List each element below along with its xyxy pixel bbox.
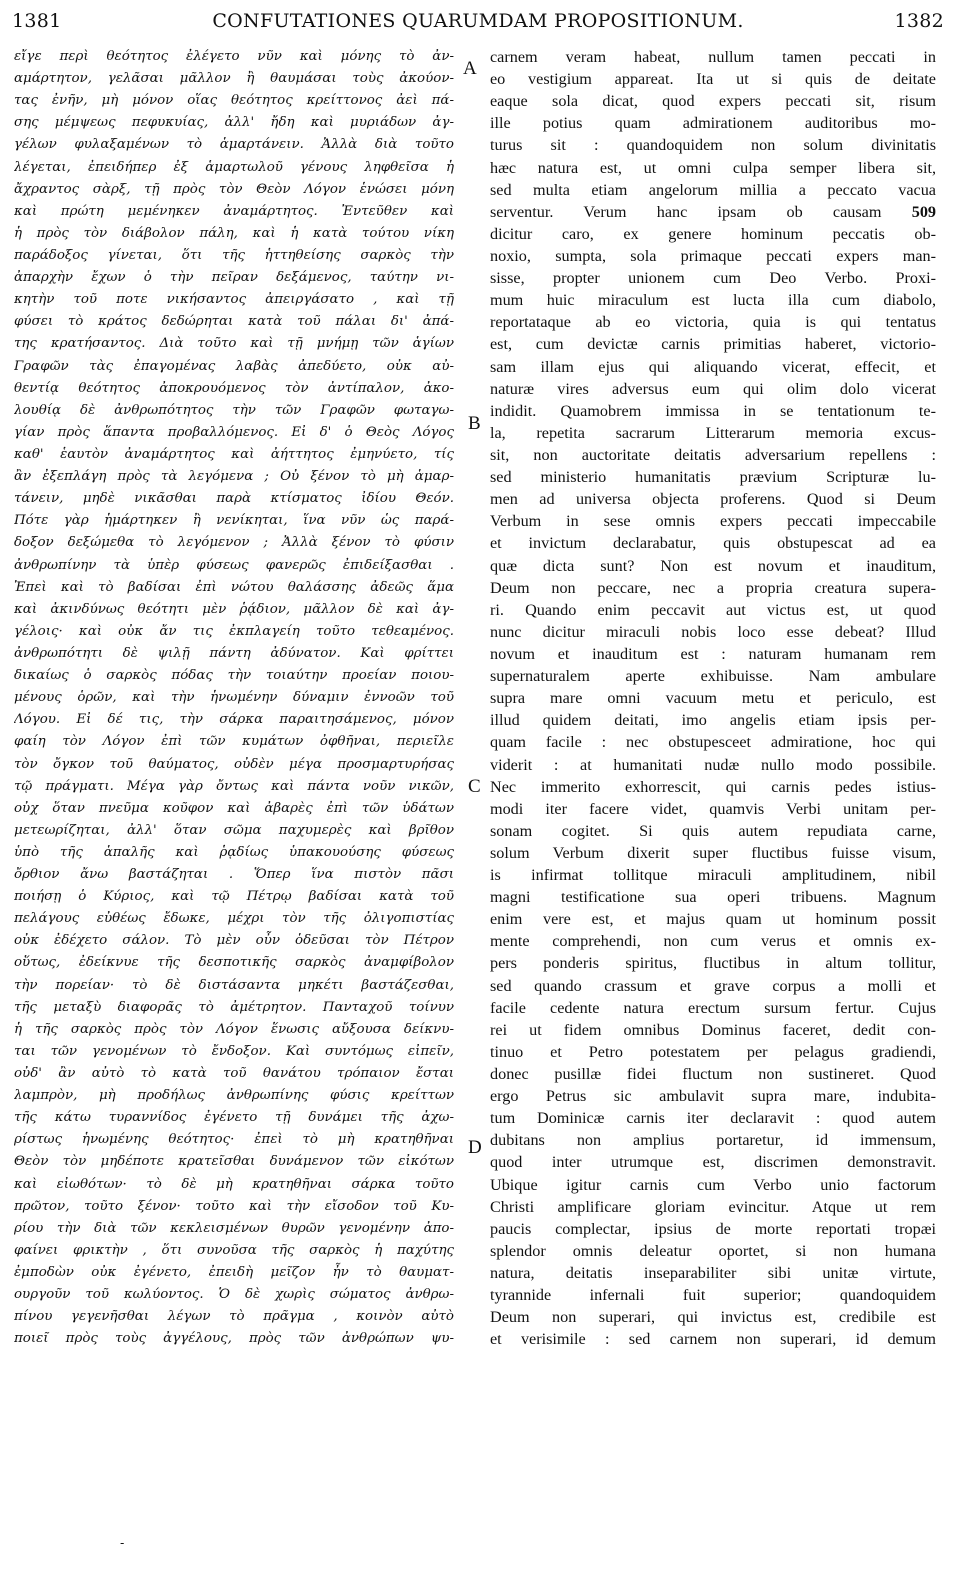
latin-line: indidit. Quamobrem immissa in se tentationum te-	[490, 401, 936, 420]
margin-letter-d: D	[468, 1137, 482, 1158]
greek-line: καὶ εἰωθότων· τὸ δὲ μὴ κρατηθῆναι σάρκα τοῦτο	[14, 1176, 454, 1192]
latin-line: Christi amplificare gloriam evincitur. Atque ut rem	[490, 1197, 936, 1216]
greek-line: ουργοῦν τοῦ κωλύοντος. Ὁ δὲ χωρὶς σώματος ἀνθρω-	[14, 1287, 454, 1303]
latin-line: splendor omnis deleatur oportet, si non humana	[490, 1241, 936, 1260]
latin-line: facile cedente natura erectum sursum fertur. Cujus	[490, 998, 936, 1017]
latin-line: quod inter utrumque est, discrimen demonstravit.	[490, 1153, 936, 1172]
latin-line: solum Verbum dixerit super fluctibus fuisse visum,	[490, 843, 936, 862]
greek-line: Πότε γὰρ ἡμάρτηκεν ἢ νενίκηται, ἵνα νῦν ὡς παρά-	[14, 513, 454, 529]
greek-line: πίνου γεγενῆσθαι λέγων τὸ πρᾶγμα , κοινὸν αὐτὸ	[14, 1309, 454, 1325]
greek-line: τὴν πορείαν· τὸ δὲ διστάσαντα μηκέτι βαστάζεσθαι,	[14, 977, 454, 993]
greek-line: οὐκ ἐδέχετο σάλον. Τὸ μὲν οὖν ὁδεῦσαι τὸν Πέτρον	[14, 933, 454, 949]
latin-line: dubitans non amplius portaretur, id immensum,	[490, 1131, 936, 1150]
greek-line: τῷ πράγματι. Μέγα γὰρ ὄντως καὶ πάντα νοῦν νικῶν,	[14, 778, 454, 794]
latin-line: supra mare omni vacuum metu et periculo, est	[490, 689, 936, 708]
latin-line: la, repetita sacrarum Litterarum memoria excus-	[490, 423, 936, 442]
latin-line: donec pusillæ fidei fluctum non sustineret. Quod	[490, 1065, 936, 1084]
latin-line: ille potius quam admirationem auditoribus mo-	[490, 114, 936, 133]
margin-letter-b: B	[468, 413, 481, 434]
latin-line: supernaturalem aperte exhibuisse. Nam ambulare	[490, 667, 936, 686]
greek-line: ποιήσῃ ὁ Κύριος, καὶ τῷ Πέτρῳ βαδίσαι κατὰ τοῦ	[14, 889, 454, 905]
greek-line: ἐμποδὼν οὐκ ἐγένετο, ἐπειδὴ μεῖζον ἦν τὸ θαυματ-	[14, 1265, 454, 1281]
greek-line: φύσει τὸ κράτος δεδώρηται κατὰ τοῦ πάλαι δι' ἀπά-	[14, 314, 454, 330]
latin-line: et verisimile : sed carnem non superari, id demum	[490, 1330, 936, 1349]
latin-line: et invictum declarabatur, quis obstupescat ad ea	[490, 534, 936, 553]
greek-line: θεντίᾳ θεότητος ἀποκρουόμενος τὸν ἀντίπαλον, ἀκο-	[14, 380, 454, 396]
greek-line: Λόγου. Εἰ δέ τις, τὴν σάρκα παραιτησάμενος, μόνον	[14, 712, 454, 728]
greek-line: ρίστως ἡνωμένης θεότητος· ἐπεὶ τὸ μὴ κρατηθῆναι	[14, 1132, 454, 1148]
latin-line: novum et inauditum est : naturam humanam rem	[490, 644, 936, 663]
latin-line: mum huic miraculum est lucta illa cum diabolo,	[490, 291, 936, 310]
greek-line: καὶ πρώτη μεμένηκεν ἀναμάρτητος. Ἐντεῦθεν καὶ	[14, 203, 454, 219]
greek-line: δοξον δεξώμεθα τὸ λεγόμενον ; Ἀλλὰ ξένον τὸ φύσιν	[14, 535, 454, 551]
greek-line: ἀπαρχὴν ἔχων ὁ τὴν πεῖραν δεξάμενος, ταύτην νι-	[14, 270, 454, 286]
greek-line: γέλων φυλαξαμένων τὸ ἁμαρτάνειν. Ἀλλὰ διὰ τοῦτο	[14, 137, 454, 153]
latin-line: pers ponderis spiritus, fluctibus in altum tollitur,	[490, 954, 936, 973]
latin-line: eo vestigium appareat. Ita ut si quis de deitate	[490, 70, 936, 89]
latin-line: rei ut fidem omnibus Dominus faceret, dedit con-	[490, 1020, 936, 1039]
greek-line: ὄρθιον ἄνω βαστάζηται . Ὅπερ ἵνα πιστὸν πᾶσι	[14, 867, 454, 883]
latin-line: hæc natura est, ut omni culpa semper libera sit,	[490, 158, 936, 177]
latin-line: is infirmat tollitque miraculi amplitudinem, nibil	[490, 866, 936, 885]
page-number-left: 1381	[12, 10, 62, 32]
latin-line: turus sit : quandoquidem non solum divinitatis	[490, 136, 936, 155]
greek-line: τῆς κάτω τυραννίδος ἐγένετο τῇ δυνάμει τῆς ἀχω-	[14, 1110, 454, 1126]
latin-line: Nec immerito exhorrescit, qui carnis pedes istius-	[490, 777, 936, 796]
greek-line: μετεωρίζηται, ἀλλ' ὅταν σῶμα παχυμερὲς καὶ βρῖθον	[14, 822, 454, 838]
latin-line: modi iter facere videt, quamvis Verbi unitam per-	[490, 799, 936, 818]
greek-line: τὸν ὄγκον τοῦ θαύματος, οὐδὲν μέγα προσμαρτυρήσας	[14, 756, 454, 772]
greek-line: παράδοξος γίνεται, ὅτι τῆς ἡττηθείσης σαρκὸς τὴν	[14, 247, 454, 263]
latin-line: quæ dicta sunt? Non est novum et inauditum,	[490, 556, 936, 575]
greek-line: ἡ τῆς σαρκὸς πρὸς τὸν Λόγον ἕνωσις αὔξουσα δείκνυ-	[14, 1021, 454, 1037]
greek-line: δικαίως ὁ σαρκὸς πόδας τὴν τοιαύτην προείαν ποιου-	[14, 668, 454, 684]
page-number-right: 1382	[894, 10, 944, 32]
latin-line: Deum non superari, qui invictus est, credibile est	[490, 1308, 936, 1327]
latin-line: noxio, sumpta, sola primaque peccati expers man-	[490, 246, 936, 265]
greek-line: λαμπρὸν, μὴ προδήλως ἀνθρωπίνης φύσις κρείττων	[14, 1088, 454, 1104]
greek-line: Θεὸν τὸν μηδέποτε κρατεῖσθαι δυνάμενον τῶν εἰκότων	[14, 1154, 454, 1170]
greek-line: ρίου τὴν διὰ τῶν κεκλεισμένων θυρῶν γενομένην ἀπο-	[14, 1220, 454, 1236]
latin-line: tum Dominicæ carnis iter declaravit : quod autem	[490, 1109, 936, 1128]
latin-line: tinuo et Petro potestatem per pelagus gradiendi,	[490, 1042, 936, 1061]
greek-line: ποιεῖ πρὸς τοὺς ἀγγέλους, πρὸς τῶν ἀνθρώπων ψυ-	[14, 1331, 454, 1347]
greek-line: ἀνθρωπίνην τὰ ὑπὲρ φύσεως φανερῶς ἐπιδείξασθαι .	[14, 557, 454, 573]
greek-line: μένους ὁρῶν, καὶ τὴν ἡνωμένην δύναμιν ἐννοῶν τοῦ	[14, 690, 454, 706]
greek-line: οὕτως, ἐδείκνυε τῆς δεσποτικῆς σαρκὸς ἀναμφίβολον	[14, 955, 454, 971]
latin-line: sed multa etiam angelorum millia a peccato vacua	[490, 180, 936, 199]
greek-line: ἂν ἐξεπλάγη πρὸς τὰ λεγόμενα ; Οὐ ξένον τὸ μὴ ἁμαρ-	[14, 469, 454, 485]
greek-line: φαίη τὸν Λόγον ἐπὶ τῶν κυμάτων ὀφθῆναι, περιεῖλε	[14, 734, 454, 750]
greek-line: ἡ πρὸς τὸν διάβολον πάλη, καὶ ἡ κατὰ τούτου νίκη	[14, 225, 454, 241]
greek-line: λέγεται, ἐπειδήπερ ἐξ ἁμαρτωλοῦ γένους ληφθεῖσα ἡ	[14, 159, 454, 175]
latin-line: quam facile : nec obstupesceet admiratione, hoc qui	[490, 733, 936, 752]
greek-line: ται τῶν γενομένων τὸ ἔνδοξον. Καὶ συντόμως εἰπεῖν,	[14, 1043, 454, 1059]
latin-line: sam illam ejus qui aliquando vicerat, effecit, et	[490, 357, 936, 376]
greek-line: Γραφῶν τὰς ἐπαγομένας λαβὰς ἀπεδύετο, οὐκ αὐ-	[14, 358, 454, 374]
latin-line: sed quando crassum et grave corpus a molli et	[490, 976, 936, 995]
margin-letter-c: C	[468, 776, 481, 797]
greek-line: της κρατήσαντος. Διὰ τοῦτο καὶ τῇ μνήμῃ τῶν ἁγίων	[14, 336, 454, 352]
greek-line: ὑπὸ τῆς ἁπαλῆς καὶ ῥᾳδίως ὑπακουούσης φύσεως	[14, 844, 454, 860]
greek-line: οὐχ ὅταν πνεῦμα κοῦφον καὶ ἀβαρὲς ἐπὶ τῶν ὑδάτων	[14, 800, 454, 816]
latin-line: men ad universa objecta proferens. Quod si Deum	[490, 490, 936, 509]
greek-line: ἀνθρωπότητι δὲ ψιλῇ πάντη ἀδύνατον. Καὶ φρίττει	[14, 645, 454, 661]
latin-line: sisse, propter unionem cum Deo Verbo. Proxi-	[490, 269, 936, 288]
latin-line: sonam cogitet. Si quis autem repudiata carne,	[490, 821, 936, 840]
latin-line: eaque sola dicat, quod expers peccati sit, risum	[490, 92, 936, 111]
greek-line: πελάγους εὐθέως ἔδωκε, μέχρι τὸν τῆς ὀλιγοπιστίας	[14, 911, 454, 927]
latin-line: carnem veram habeat, nullum tamen peccati in	[490, 48, 936, 66]
greek-line: σης μέμψεως πεφυκυίας, ἀλλ' ἤδη καὶ μυριάδων ἀγ-	[14, 115, 454, 131]
latin-line: paucis complectar, ipsius de morte reportati tropæi	[490, 1219, 936, 1238]
footer-mark: -	[120, 1536, 125, 1550]
greek-line: πρῶτον, τοῦτο ξένον· τοῦτο καὶ τὴν εἴσοδον τοῦ Κυ-	[14, 1198, 454, 1214]
greek-line: τῆς μεταξὺ διαφορᾶς τὸ ἀμέτρητον. Πανταχοῦ τοίνυν	[14, 999, 454, 1015]
latin-line-text: serventur. Verum hanc ipsam ob causam	[490, 202, 882, 221]
latin-line: Ubique igitur carnis cum Verbo unio factorum	[490, 1175, 936, 1194]
latin-line: mente comprehendi, non cum verus et omnis ex-	[490, 932, 936, 951]
running-header	[12, 10, 944, 40]
greek-line: ἄχραντος σὰρξ, τῇ πρὸς τὸν Θεὸν Λόγον ἑνώσει μόνη	[14, 181, 454, 197]
greek-line: γίαν πρὸς ἅπαντα προβαλλόμενος. Εἰ δ' ὁ Θεὸς Λόγος	[14, 424, 454, 440]
latin-line: est, cum devictæ carnis primitias haberet, victorio-	[490, 335, 936, 354]
latin-line: ri. Quando enim peccavit aut victus est, ut quod	[490, 600, 936, 619]
greek-line: αμάρτητον, γελᾶσαι μᾶλλον ἢ θαυμάσαι τοὺς ἀκούον-	[14, 71, 454, 87]
latin-line: illud quidem deitati, imo angelis etiam ipsis per-	[490, 711, 936, 730]
latin-line: Verbum in sese omnis expers peccati impeccabile	[490, 512, 936, 531]
greek-line: καθ' ἑαυτὸν ἀναμάρτητος καὶ ἀήττητος ἐμηνύετο, τίς	[14, 446, 454, 462]
greek-line: Ἐπεὶ καὶ τὸ βαδίσαι ἐπὶ νώτου θαλάσσης ἀδεῶς ἅμα	[14, 579, 454, 595]
latin-line	[490, 201, 936, 223]
greek-line: φαίνει φρικτὴν , ὅτι συνοῦσα τῆς σαρκὸς ἡ παχύτης	[14, 1242, 454, 1258]
margin-letter-a: A	[463, 58, 477, 79]
greek-line: τας ἐνῆν, μὴ μόνον οἵας θεότητος κρείττονος ἀεὶ πά-	[14, 93, 454, 109]
greek-column	[14, 46, 454, 1350]
latin-line: dicitur caro, ex genere hominum peccatis ob-	[490, 224, 936, 243]
latin-line: enim vere est, et majus quam ut hominum possit	[490, 910, 936, 929]
latin-line: sit, non auctoritate deitatis adversarium repellens :	[490, 445, 936, 464]
latin-column	[490, 46, 936, 1350]
latin-line: magni testificatione sua operi tribuens. Magnum	[490, 888, 936, 907]
greek-line: τάνειν, μηδὲ νικᾶσθαι παρὰ κτίσματος ἰδίου Θεόν.	[14, 491, 454, 507]
latin-line: reportataque ab eo victoria, quia is qui tentatus	[490, 313, 936, 332]
greek-line: γέλοις· καὶ οὐκ ἄν τις ἐκπλαγείη τοῦτο τεθεαμένος.	[14, 623, 454, 639]
latin-line: Deum non peccare, nec a propria creatura supera-	[490, 578, 936, 597]
greek-line: κητὴν τοῦ ποτε νικήσαντος ἀπειργάσατο , καὶ τῇ	[14, 292, 454, 308]
greek-line: λουθίᾳ δὲ ἀνθρωπότητος τὴν τῶν Γραφῶν φωταγω-	[14, 402, 454, 418]
greek-line: οὐδ' ἂν αὐτὸ τὸ κατὰ τοῦ θανάτου τρόπαιον ἔσται	[14, 1066, 454, 1082]
latin-line: ergo Petrus sic ambulavit supra mare, indubita-	[490, 1087, 936, 1106]
latin-line: natura, deitatis inseparabiliter sibi unitæ virtute,	[490, 1264, 936, 1283]
latin-line: naturæ vires adversus eum qui olim dolo vicerat	[490, 379, 936, 398]
greek-line: εἴγε περὶ θεότητος ἐλέγετο νῦν καὶ μόνης τὸ ἀν-	[14, 49, 454, 64]
latin-line: nunc dicitur miraculi nobis loco esse debeat? Illud	[490, 622, 936, 641]
greek-line: καὶ ἀκινδύνως θεότητι μὲν ῥᾴδιον, μᾶλλον δὲ καὶ ἀγ-	[14, 601, 454, 617]
latin-line: tyrannide infernali fuit superior; quandoquidem	[490, 1286, 936, 1305]
latin-line: viderit : at humanitati nudæ nullo modo possibile.	[490, 755, 936, 774]
migne-column-number: 509	[911, 202, 936, 221]
latin-line: sed ministerio humanitatis prævium Scripturæ lu-	[490, 468, 936, 487]
running-title: CONFUTATIONES QUARUMDAM PROPOSITIONUM.	[212, 10, 744, 32]
